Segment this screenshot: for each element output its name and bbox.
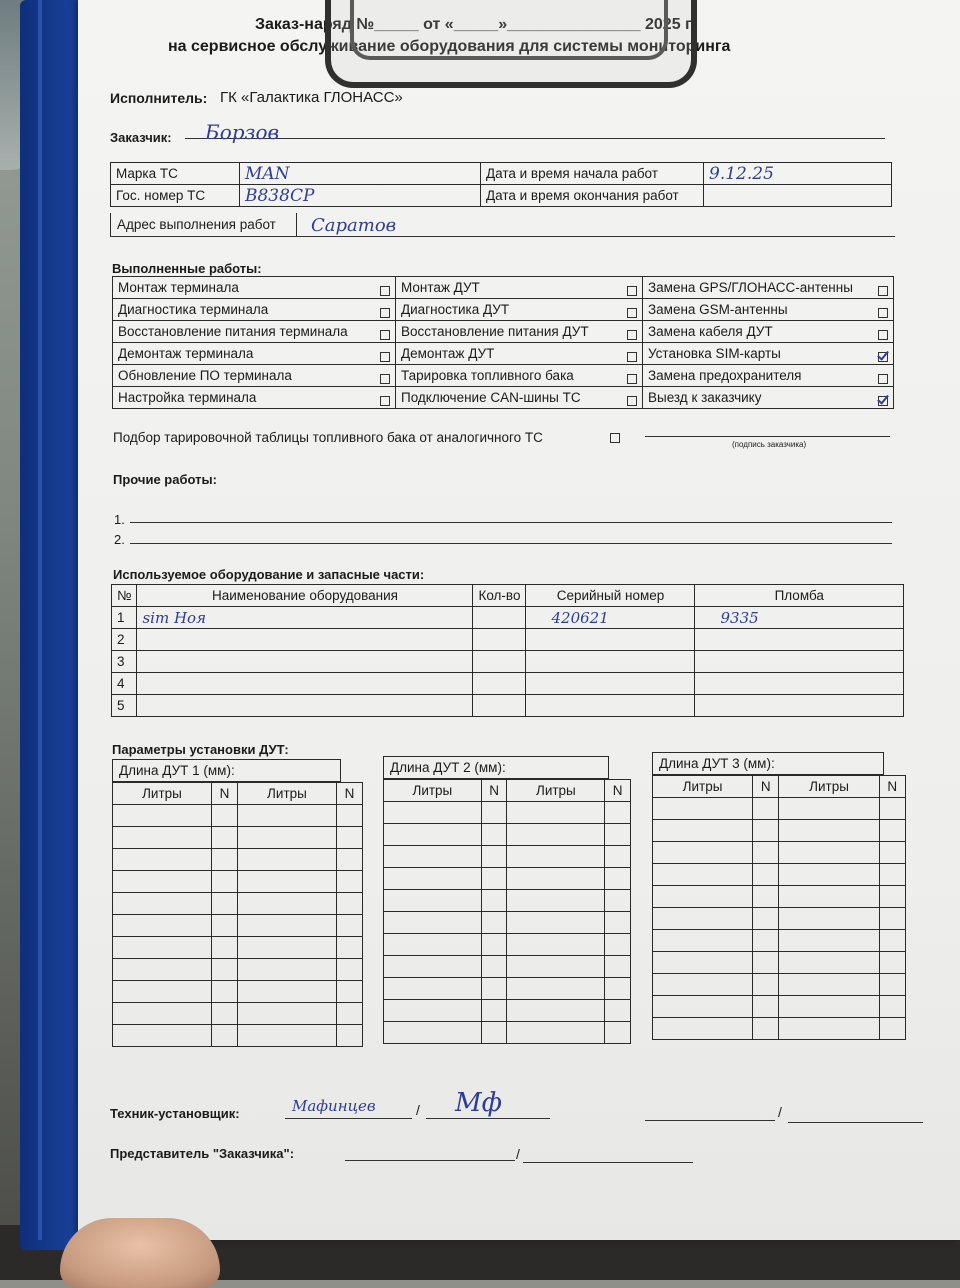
- dut-cell[interactable]: [211, 827, 237, 849]
- dut-cell[interactable]: [237, 959, 336, 981]
- technician-name-line: [285, 1118, 412, 1119]
- work-item-checkbox[interactable]: [627, 330, 637, 340]
- work-item-label: Демонтаж терминала: [118, 345, 254, 361]
- dut-cell[interactable]: [653, 842, 753, 864]
- dut-cell[interactable]: [507, 846, 605, 868]
- dut-title: Параметры установки ДУТ:: [112, 742, 289, 757]
- brand-value[interactable]: MAN: [240, 163, 481, 185]
- work-item-checkbox[interactable]: [878, 286, 888, 296]
- equipment-qty[interactable]: [473, 629, 526, 651]
- work-item-checkbox[interactable]: [380, 396, 390, 406]
- work-item-checkbox[interactable]: [627, 352, 637, 362]
- dut-cell[interactable]: [384, 978, 482, 1000]
- dut-cell[interactable]: [237, 937, 336, 959]
- dut-cell[interactable]: [481, 846, 507, 868]
- order-title-line1: Заказ-наряд №_____ от «_____»_______________ 2025 г.: [255, 16, 695, 33]
- work-item-label: Замена кабеля ДУТ: [648, 323, 773, 339]
- work-item-checkbox[interactable]: [627, 374, 637, 384]
- dut-cell[interactable]: [113, 981, 212, 1003]
- dut-cell[interactable]: [211, 1003, 237, 1025]
- dut-cell[interactable]: [481, 890, 507, 912]
- equipment-name[interactable]: [137, 651, 473, 673]
- equipment-name[interactable]: [137, 695, 473, 717]
- dut-cell[interactable]: [336, 1025, 362, 1047]
- second-tech-slash: /: [778, 1104, 782, 1120]
- dut-cell[interactable]: [481, 912, 507, 934]
- dut-cell[interactable]: [879, 864, 905, 886]
- work-item: [396, 343, 643, 365]
- dut-col-header: N: [481, 780, 507, 802]
- other-work-2-label: 2.: [114, 532, 125, 547]
- customer-rep-slash: /: [516, 1146, 520, 1162]
- work-item: [643, 365, 894, 387]
- work-item-label: Тарировка топливного бака: [401, 367, 574, 383]
- dut-cell[interactable]: [779, 974, 879, 996]
- dut-cell[interactable]: [753, 908, 779, 930]
- dut-cell[interactable]: [481, 956, 507, 978]
- dut-cell[interactable]: [336, 937, 362, 959]
- dut-cell[interactable]: [481, 824, 507, 846]
- technician-label: Техник-установщик:: [110, 1106, 240, 1121]
- dut-cell[interactable]: [113, 959, 212, 981]
- work-item-label: Установка SIM-карты: [648, 345, 781, 361]
- address-value[interactable]: Саратов: [311, 215, 397, 236]
- plate-label: Гос. номер ТС: [111, 185, 240, 207]
- dut-cell[interactable]: [113, 1025, 212, 1047]
- dut-cell[interactable]: [653, 996, 753, 1018]
- dut-cell[interactable]: [237, 1003, 336, 1025]
- order-title-line2: на сервисное обслуживание оборудования для системы мониторинга: [168, 38, 731, 55]
- dut-col-header: Литры: [113, 783, 212, 805]
- work-item-checkbox[interactable]: [627, 396, 637, 406]
- equipment-name[interactable]: sim Ноя: [137, 607, 473, 629]
- customer-rep-name-line: [345, 1160, 515, 1161]
- signature-hint: (подпись заказчика): [732, 440, 807, 449]
- dut-cell[interactable]: [481, 802, 507, 824]
- work-item: [396, 365, 643, 387]
- work-item-label: Монтаж ДУТ: [401, 279, 480, 295]
- dut-cell[interactable]: [605, 890, 631, 912]
- equipment-qty[interactable]: [473, 607, 526, 629]
- equipment-header-serial: Серийный номер: [526, 585, 695, 607]
- dut-cell[interactable]: [113, 871, 212, 893]
- dut-cell[interactable]: [605, 934, 631, 956]
- dut-length-label: Длина ДУТ 3 (мм):: [652, 752, 884, 775]
- start-label: Дата и время начала работ: [481, 163, 704, 185]
- dut-cell[interactable]: [779, 886, 879, 908]
- equipment-qty[interactable]: [473, 673, 526, 695]
- equipment-qty[interactable]: [473, 695, 526, 717]
- work-item-checkbox[interactable]: [380, 308, 390, 318]
- tariff-label: Подбор тарировочной таблицы топливного бака от аналогичного ТС: [113, 430, 543, 445]
- dut-cell[interactable]: [507, 978, 605, 1000]
- dut-length-label: Длина ДУТ 2 (мм):: [383, 756, 609, 779]
- dut-cell[interactable]: [113, 849, 212, 871]
- dut-cell[interactable]: [211, 981, 237, 1003]
- equipment-title: Используемое оборудование и запасные части:: [113, 567, 425, 582]
- dut-cell[interactable]: [879, 1018, 905, 1040]
- dut-cell[interactable]: [211, 937, 237, 959]
- dut-cell[interactable]: [211, 871, 237, 893]
- dut-cell[interactable]: [779, 996, 879, 1018]
- dut-cell[interactable]: [384, 1000, 482, 1022]
- dut-cell[interactable]: [237, 849, 336, 871]
- work-item-checkbox[interactable]: [878, 330, 888, 340]
- dut-cell[interactable]: [779, 842, 879, 864]
- dut-cell[interactable]: [605, 978, 631, 1000]
- work-item-checkbox[interactable]: [380, 286, 390, 296]
- dut-col-header: Литры: [779, 776, 879, 798]
- dut-cell[interactable]: [384, 912, 482, 934]
- executor-value: ГК «Галактика ГЛОНАСС»: [220, 89, 403, 106]
- work-item-label: Восстановление питания ДУТ: [401, 323, 589, 339]
- dut-cell[interactable]: [384, 824, 482, 846]
- customer-line: [185, 138, 885, 139]
- work-item-label: Демонтаж ДУТ: [401, 345, 495, 361]
- vehicle-table: [110, 162, 892, 207]
- work-item-checkbox[interactable]: [878, 352, 888, 362]
- dut-cell[interactable]: [753, 820, 779, 842]
- work-item-checkbox[interactable]: [627, 286, 637, 296]
- dut-cell[interactable]: [653, 886, 753, 908]
- dut-cell[interactable]: [384, 802, 482, 824]
- dut-cell[interactable]: [605, 1022, 631, 1044]
- dut-cell[interactable]: [879, 820, 905, 842]
- equipment-number: 5: [112, 695, 137, 717]
- dut-col-header: N: [879, 776, 905, 798]
- dut-cell[interactable]: [653, 908, 753, 930]
- dut-cell[interactable]: [653, 820, 753, 842]
- dut-table-2: [383, 756, 631, 1044]
- brand-label: Марка ТС: [111, 163, 240, 185]
- dut-cell[interactable]: [336, 893, 362, 915]
- equipment-serial[interactable]: [526, 695, 695, 717]
- equipment-row: [112, 695, 904, 717]
- equipment-seal[interactable]: [695, 695, 904, 717]
- tariff-checkbox[interactable]: [610, 433, 620, 443]
- dut-cell[interactable]: [507, 1022, 605, 1044]
- dut-cell[interactable]: [779, 908, 879, 930]
- dut-cell[interactable]: [336, 959, 362, 981]
- dut-cell[interactable]: [481, 1000, 507, 1022]
- start-value[interactable]: 9.12.25: [704, 163, 892, 185]
- address-row: [110, 213, 895, 237]
- dut-table-3: [652, 752, 906, 1040]
- work-item-label: Монтаж терминала: [118, 279, 239, 295]
- other-works-title: Прочие работы:: [113, 472, 217, 487]
- dut-col-header: N: [605, 780, 631, 802]
- dut-cell[interactable]: [336, 915, 362, 937]
- dut-cell[interactable]: [879, 908, 905, 930]
- equipment-header-name: Наименование оборудования: [137, 585, 473, 607]
- equipment-seal[interactable]: 9335: [695, 607, 904, 629]
- dut-cell[interactable]: [384, 956, 482, 978]
- work-item-checkbox[interactable]: [380, 330, 390, 340]
- dut-cell[interactable]: [605, 1000, 631, 1022]
- works-table: [112, 276, 894, 409]
- dut-cell[interactable]: [605, 846, 631, 868]
- customer-value[interactable]: Борзов: [205, 120, 280, 144]
- dut-cell[interactable]: [336, 827, 362, 849]
- equipment-header-qty: Кол-во: [473, 585, 526, 607]
- dut-col-header: N: [753, 776, 779, 798]
- equipment-serial[interactable]: [526, 629, 695, 651]
- dut-cell[interactable]: [753, 930, 779, 952]
- dut-cell[interactable]: [753, 1018, 779, 1040]
- dut-cell[interactable]: [879, 952, 905, 974]
- work-item: [643, 343, 894, 365]
- equipment-serial[interactable]: 420621: [526, 607, 695, 629]
- dut-cell[interactable]: [336, 849, 362, 871]
- work-item-label: Замена предохранителя: [648, 367, 802, 383]
- equipment-header-number: №: [112, 585, 137, 607]
- dut-cell[interactable]: [211, 805, 237, 827]
- work-item: [396, 299, 643, 321]
- dut-cell[interactable]: [211, 893, 237, 915]
- dut-cell[interactable]: [113, 915, 212, 937]
- dut-cell[interactable]: [211, 959, 237, 981]
- other-work-1-line[interactable]: [130, 522, 892, 523]
- dut-cell[interactable]: [336, 871, 362, 893]
- dut-cell[interactable]: [779, 798, 879, 820]
- dut-cell[interactable]: [113, 827, 212, 849]
- dut-cell[interactable]: [113, 805, 212, 827]
- dut-cell[interactable]: [481, 934, 507, 956]
- dut-cell[interactable]: [113, 893, 212, 915]
- dut-col-header: N: [211, 783, 237, 805]
- clipboard-clip-inner: [350, 0, 668, 60]
- dut-cell[interactable]: [237, 805, 336, 827]
- dut-cell[interactable]: [753, 996, 779, 1018]
- dut-cell[interactable]: [384, 1022, 482, 1044]
- work-item-label: Обновление ПО терминала: [118, 367, 292, 383]
- thumb: [60, 1218, 220, 1288]
- dut-col-header: Литры: [653, 776, 753, 798]
- work-item: [643, 321, 894, 343]
- dut-cell[interactable]: [384, 890, 482, 912]
- work-item: [113, 299, 396, 321]
- equipment-seal[interactable]: [695, 629, 904, 651]
- equipment-name[interactable]: [137, 673, 473, 695]
- dut-cell[interactable]: [779, 820, 879, 842]
- clipboard-edge: [38, 0, 42, 1240]
- work-item-label: Диагностика терминала: [118, 301, 269, 317]
- equipment-table: [111, 584, 904, 717]
- dut-cell[interactable]: [481, 868, 507, 890]
- other-work-1-label: 1.: [114, 512, 125, 527]
- work-item: [643, 299, 894, 321]
- dut-cell[interactable]: [113, 937, 212, 959]
- dut-cell[interactable]: [653, 930, 753, 952]
- dut-cell[interactable]: [211, 849, 237, 871]
- dut-cell[interactable]: [779, 1018, 879, 1040]
- technician-slash: /: [416, 1102, 420, 1118]
- equipment-name[interactable]: [137, 629, 473, 651]
- dut-cell[interactable]: [507, 824, 605, 846]
- work-item: [643, 277, 894, 299]
- work-item: [113, 321, 396, 343]
- dut-cell[interactable]: [211, 1025, 237, 1047]
- executor-label: Исполнитель:: [110, 90, 208, 106]
- dut-cell[interactable]: [237, 871, 336, 893]
- work-item: [396, 387, 643, 409]
- second-tech-sign-line: [788, 1122, 923, 1123]
- technician-name[interactable]: Мафинцев: [292, 1097, 376, 1115]
- work-item: [396, 321, 643, 343]
- dut-cell[interactable]: [237, 893, 336, 915]
- dut-cell[interactable]: [753, 886, 779, 908]
- dut-cell[interactable]: [779, 930, 879, 952]
- dut-col-header: Литры: [237, 783, 336, 805]
- dut-cell[interactable]: [336, 805, 362, 827]
- end-value[interactable]: [704, 185, 892, 207]
- dut-cell[interactable]: [384, 934, 482, 956]
- equipment-row: [112, 673, 904, 695]
- equipment-row: [112, 651, 904, 673]
- dut-cell[interactable]: [653, 1018, 753, 1040]
- dut-cell[interactable]: [653, 974, 753, 996]
- dut-cell[interactable]: [605, 824, 631, 846]
- work-item-checkbox[interactable]: [380, 352, 390, 362]
- dut-cell[interactable]: [384, 846, 482, 868]
- dut-cell[interactable]: [605, 802, 631, 824]
- work-item-label: Замена GSM-антенны: [648, 301, 788, 317]
- work-item: [396, 277, 643, 299]
- dut-cell[interactable]: [779, 864, 879, 886]
- work-item: [113, 343, 396, 365]
- other-work-2-line[interactable]: [130, 543, 892, 544]
- equipment-serial[interactable]: [526, 673, 695, 695]
- dut-cell[interactable]: [653, 952, 753, 974]
- dut-cell[interactable]: [113, 1003, 212, 1025]
- dut-cell[interactable]: [336, 981, 362, 1003]
- dut-cell[interactable]: [507, 868, 605, 890]
- technician-sign-line: [426, 1118, 550, 1119]
- dut-cell[interactable]: [879, 886, 905, 908]
- dut-cell[interactable]: [237, 915, 336, 937]
- work-item-checkbox[interactable]: [878, 374, 888, 384]
- address-underline: [111, 236, 895, 237]
- dut-cell[interactable]: [779, 952, 879, 974]
- dut-cell[interactable]: [237, 981, 336, 1003]
- work-item-checkbox[interactable]: [627, 308, 637, 318]
- work-item-label: Настройка терминала: [118, 389, 257, 405]
- dut-cell[interactable]: [507, 890, 605, 912]
- dut-cell[interactable]: [653, 798, 753, 820]
- dut-cell[interactable]: [507, 1000, 605, 1022]
- dut-cell[interactable]: [481, 1022, 507, 1044]
- work-item-checkbox[interactable]: [878, 308, 888, 318]
- work-item-checkbox[interactable]: [878, 396, 888, 406]
- dut-cell[interactable]: [753, 952, 779, 974]
- dut-col-header: N: [336, 783, 362, 805]
- work-item-label: Восстановление питания терминала: [118, 323, 348, 339]
- dut-col-header: Литры: [384, 780, 482, 802]
- dut-cell[interactable]: [605, 912, 631, 934]
- work-item-label: Выезд к заказчику: [648, 389, 762, 405]
- equipment-number: 1: [112, 607, 137, 629]
- dut-cell[interactable]: [237, 827, 336, 849]
- customer-signature-line: [645, 436, 890, 437]
- equipment-row: [112, 629, 904, 651]
- dut-cell[interactable]: [753, 798, 779, 820]
- end-label: Дата и время окончания работ: [481, 185, 704, 207]
- plate-value[interactable]: В838СР: [240, 185, 481, 207]
- work-item-label: Замена GPS/ГЛОНАСС-антенны: [648, 279, 853, 295]
- equipment-seal[interactable]: [695, 673, 904, 695]
- dut-cell[interactable]: [605, 956, 631, 978]
- equipment-header-seal: Пломба: [695, 585, 904, 607]
- customer-rep-label: Представитель "Заказчика":: [110, 1146, 295, 1161]
- equipment-number: 4: [112, 673, 137, 695]
- dut-cell[interactable]: [211, 915, 237, 937]
- dut-cell[interactable]: [653, 864, 753, 886]
- technician-signature[interactable]: Мф: [455, 1088, 502, 1118]
- dut-cell[interactable]: [879, 842, 905, 864]
- equipment-number: 3: [112, 651, 137, 673]
- address-label: Адрес выполнения работ: [117, 217, 276, 232]
- work-item: [113, 277, 396, 299]
- dut-cell[interactable]: [507, 934, 605, 956]
- customer-label: Заказчик:: [110, 130, 172, 145]
- work-item-label: Диагностика ДУТ: [401, 301, 510, 317]
- customer-rep-sign-line: [523, 1162, 693, 1163]
- works-title: Выполненные работы:: [112, 261, 262, 276]
- equipment-number: 2: [112, 629, 137, 651]
- address-divider: [296, 213, 297, 237]
- equipment-seal[interactable]: [695, 651, 904, 673]
- work-item-label: Подключение CAN-шины ТС: [401, 389, 581, 405]
- dut-cell[interactable]: [753, 864, 779, 886]
- work-item: [643, 387, 894, 409]
- equipment-serial[interactable]: [526, 651, 695, 673]
- dut-cell[interactable]: [481, 978, 507, 1000]
- dut-col-header: Литры: [507, 780, 605, 802]
- work-item: [113, 387, 396, 409]
- dut-cell[interactable]: [753, 974, 779, 996]
- dut-cell[interactable]: [336, 1003, 362, 1025]
- dut-cell[interactable]: [879, 798, 905, 820]
- work-item-checkbox[interactable]: [380, 374, 390, 384]
- dut-cell[interactable]: [879, 974, 905, 996]
- dut-cell[interactable]: [753, 842, 779, 864]
- dut-cell[interactable]: [605, 868, 631, 890]
- equipment-row: [112, 607, 904, 629]
- dut-cell[interactable]: [507, 912, 605, 934]
- equipment-qty[interactable]: [473, 651, 526, 673]
- dut-length-label: Длина ДУТ 1 (мм):: [112, 759, 341, 782]
- work-item: [113, 365, 396, 387]
- dut-table-1: [112, 759, 363, 1047]
- dut-cell[interactable]: [384, 868, 482, 890]
- dut-cell[interactable]: [507, 956, 605, 978]
- second-tech-name-line: [645, 1120, 775, 1121]
- dut-cell[interactable]: [879, 996, 905, 1018]
- dut-cell[interactable]: [507, 802, 605, 824]
- dut-cell[interactable]: [237, 1025, 336, 1047]
- dut-cell[interactable]: [879, 930, 905, 952]
